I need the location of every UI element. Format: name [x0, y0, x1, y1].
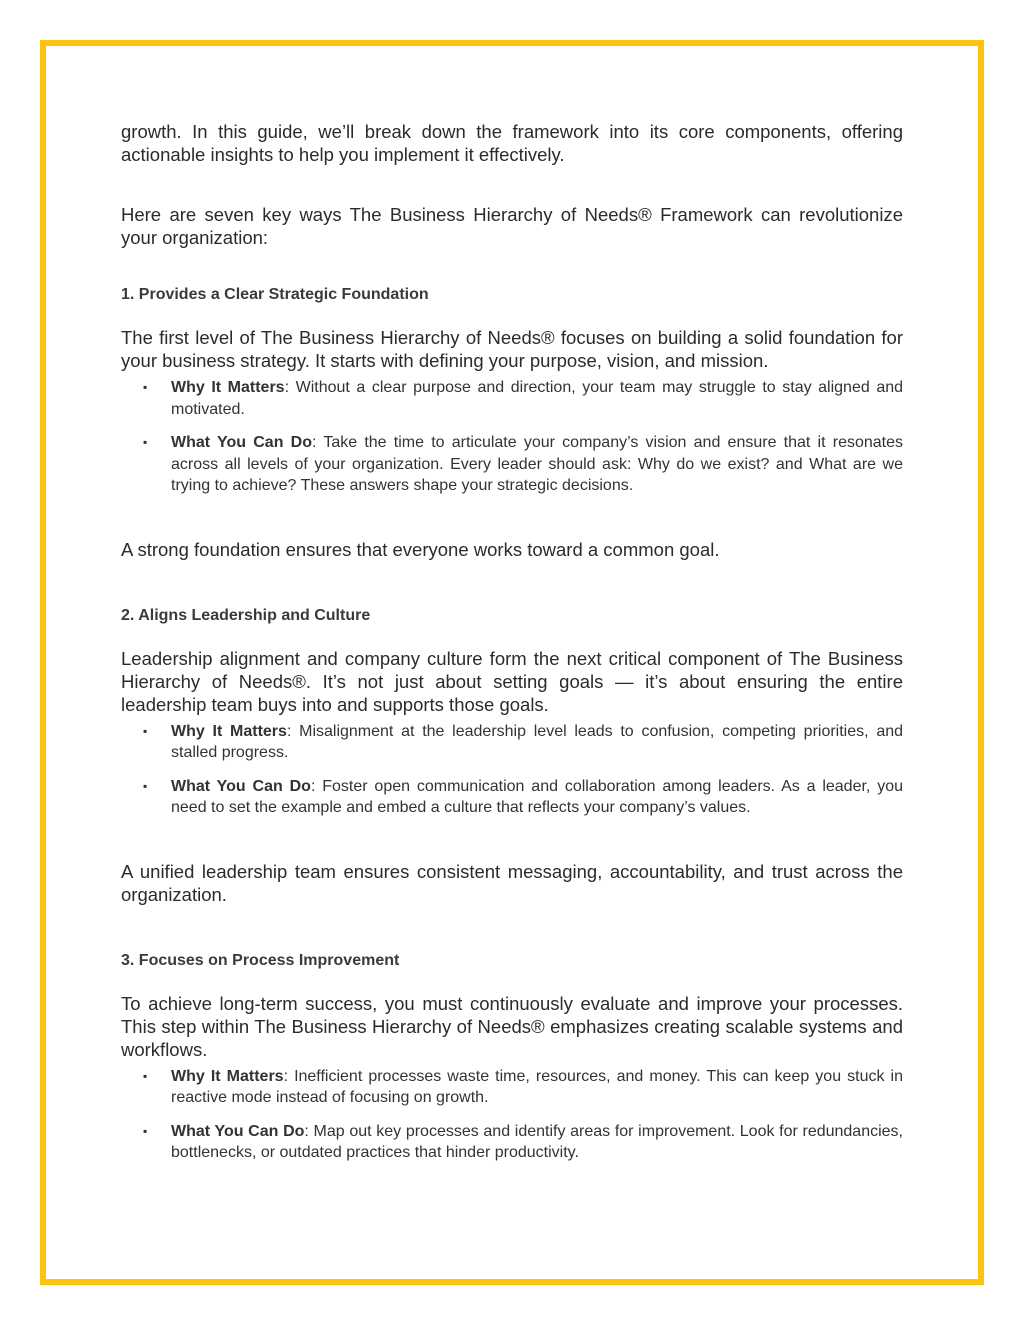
bullet-text: : Map out key processes and identify areas for improvement. Look for redundancies, bottlenecks, or outdated practices that hinder productivity. — [171, 1122, 904, 1161]
bullet-text: : Take the time to articulate your company’s vision and ensure that it resonates across all levels of your organization. Every leader should ask: Why do we exist? and What are we trying to achieve? These answers shape your strategic decisions. — [171, 434, 903, 494]
list-item — [121, 377, 903, 420]
bullet-list — [121, 721, 903, 819]
intro-paragraph: Here are seven key ways The Business Hierarchy of Needs® Framework can revolutionize your organization: — [121, 204, 903, 248]
bullet-label: Why It Matters — [171, 722, 287, 740]
square-bullet-icon: ▪ — [143, 435, 148, 449]
bullet-text: : Inefficient processes waste time, resources, and money. This can keep you stuck in reactive mode instead of focusing on growth. — [171, 1067, 903, 1106]
section-body: To achieve long-term success, you must continuously evaluate and improve your processes. This step within The Business Hierarchy of Needs® emphasizes creating scalable systems and workflows. — [121, 992, 903, 1060]
bullet-label: Why It Matters — [171, 1067, 284, 1085]
square-bullet-icon: ▪ — [143, 1068, 148, 1083]
section-body: The first level of The Business Hierarchy of Needs® focuses on building a solid foundation for your business strategy. It starts with defining your purpose, vision, and mission. — [121, 327, 903, 371]
section-heading: 3. Focuses on Process Improvement — [121, 951, 400, 969]
list-item — [121, 1121, 903, 1164]
square-bullet-icon: ▪ — [143, 778, 148, 793]
bullet-label: What You Can Do — [171, 777, 311, 795]
list-item — [121, 721, 903, 764]
section-heading: 1. Provides a Clear Strategic Foundation — [121, 286, 429, 303]
bullet-text: : Without a clear purpose and direction, your team may struggle to stay aligned and motivated. — [171, 379, 904, 418]
square-bullet-icon: ▪ — [143, 380, 148, 394]
bullet-label: What You Can Do — [171, 434, 312, 451]
bullet-list — [121, 1066, 903, 1164]
bullet-list — [121, 377, 903, 497]
square-bullet-icon: ▪ — [143, 1123, 148, 1138]
list-item — [121, 432, 903, 497]
section-closing: A strong foundation ensures that everyone works toward a common goal. — [121, 538, 720, 560]
section-heading: 2. Aligns Leadership and Culture — [121, 606, 371, 624]
bullet-label: Why It Matters — [171, 379, 285, 396]
square-bullet-icon: ▪ — [143, 723, 148, 738]
bullet-text: : Foster open communication and collaboration among leaders. As a leader, you need to set the example and embed a culture that reflects your company’s values. — [171, 777, 904, 816]
list-item — [121, 1066, 903, 1109]
bullet-text: : Misalignment at the leadership level leads to confusion, competing priorities, and stalled progress. — [171, 722, 904, 761]
document-content — [121, 120, 903, 1164]
bullet-label: What You Can Do — [171, 1122, 305, 1140]
list-item — [121, 776, 903, 819]
section-body: Leadership alignment and company culture form the next critical component of The Business Hierarchy of Needs®. It’s not just about setting goals — it’s about ensuring the entire leadership team buys into and supports those goals. — [121, 647, 903, 715]
intro-paragraph: growth. In this guide, we’ll break down the framework into its core components, offering actionable insights to help you implement it effectively. — [121, 121, 903, 165]
section-closing: A unified leadership team ensures consistent messaging, accountability, and trust across the organization. — [121, 860, 903, 905]
